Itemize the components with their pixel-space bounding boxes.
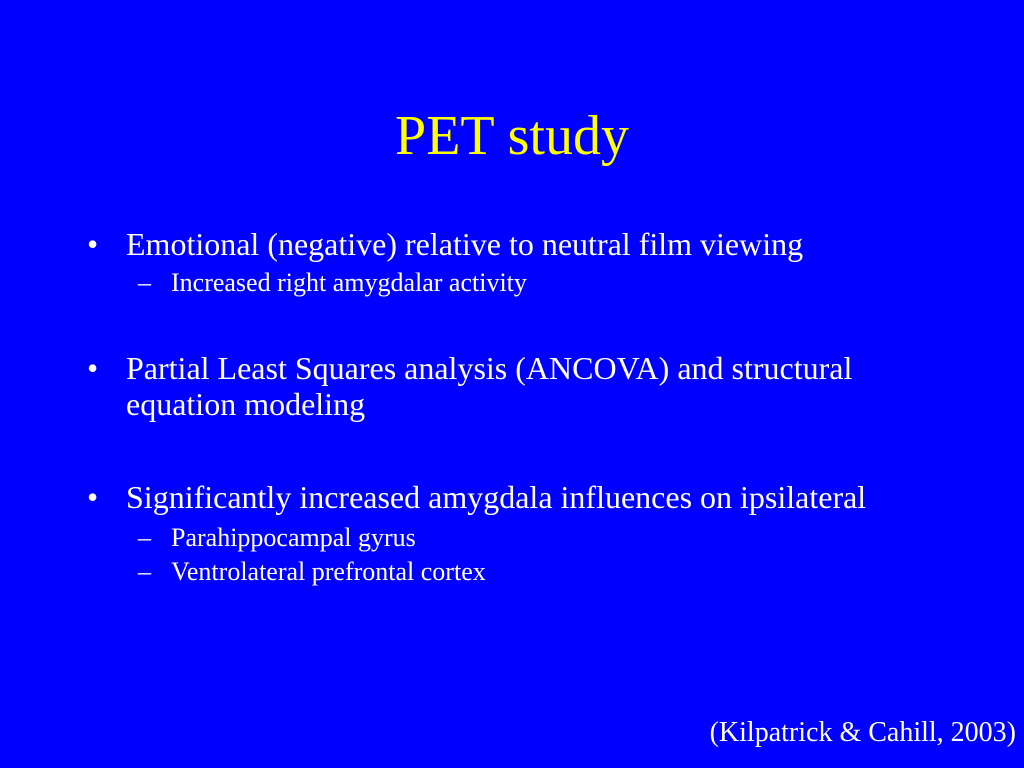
bullet-item: [0, 226, 1024, 262]
sub-bullet-marker: –: [138, 557, 151, 586]
bullet-group-1: [0, 226, 1024, 298]
bullet-marker: •: [87, 350, 99, 386]
citation: (Kilpatrick & Cahill, 2003): [709, 717, 1016, 748]
bullet-marker: •: [87, 226, 99, 262]
sub-bullet-item: [0, 523, 1024, 553]
bullet-text: Emotional (negative) relative to neutral film viewing: [126, 226, 804, 262]
sub-bullet-item: [0, 557, 1024, 587]
slide-title: PET study: [395, 105, 629, 167]
bullet-text: Partial Least Squares analysis (ANCOVA) and structural equation modeling: [126, 350, 853, 422]
bullet-group-3: [0, 479, 1024, 587]
bullet-marker: •: [87, 479, 99, 515]
sub-bullet-text: Parahippocampal gyrus: [171, 523, 416, 552]
sub-bullet-text: Increased right amygdalar activity: [171, 268, 527, 297]
bullet-text: Significantly increased amygdala influences on ipsilateral: [126, 479, 867, 515]
sub-bullet-item: [0, 268, 1024, 298]
bullet-group-2: [0, 350, 1024, 422]
sub-bullet-text: Ventrolateral prefrontal cortex: [171, 557, 486, 586]
sub-bullet-marker: –: [138, 268, 151, 297]
bullet-item: [0, 479, 1024, 515]
sub-bullet-marker: –: [138, 523, 151, 552]
bullet-item: [0, 350, 1024, 422]
bullet-list: [0, 226, 1024, 587]
